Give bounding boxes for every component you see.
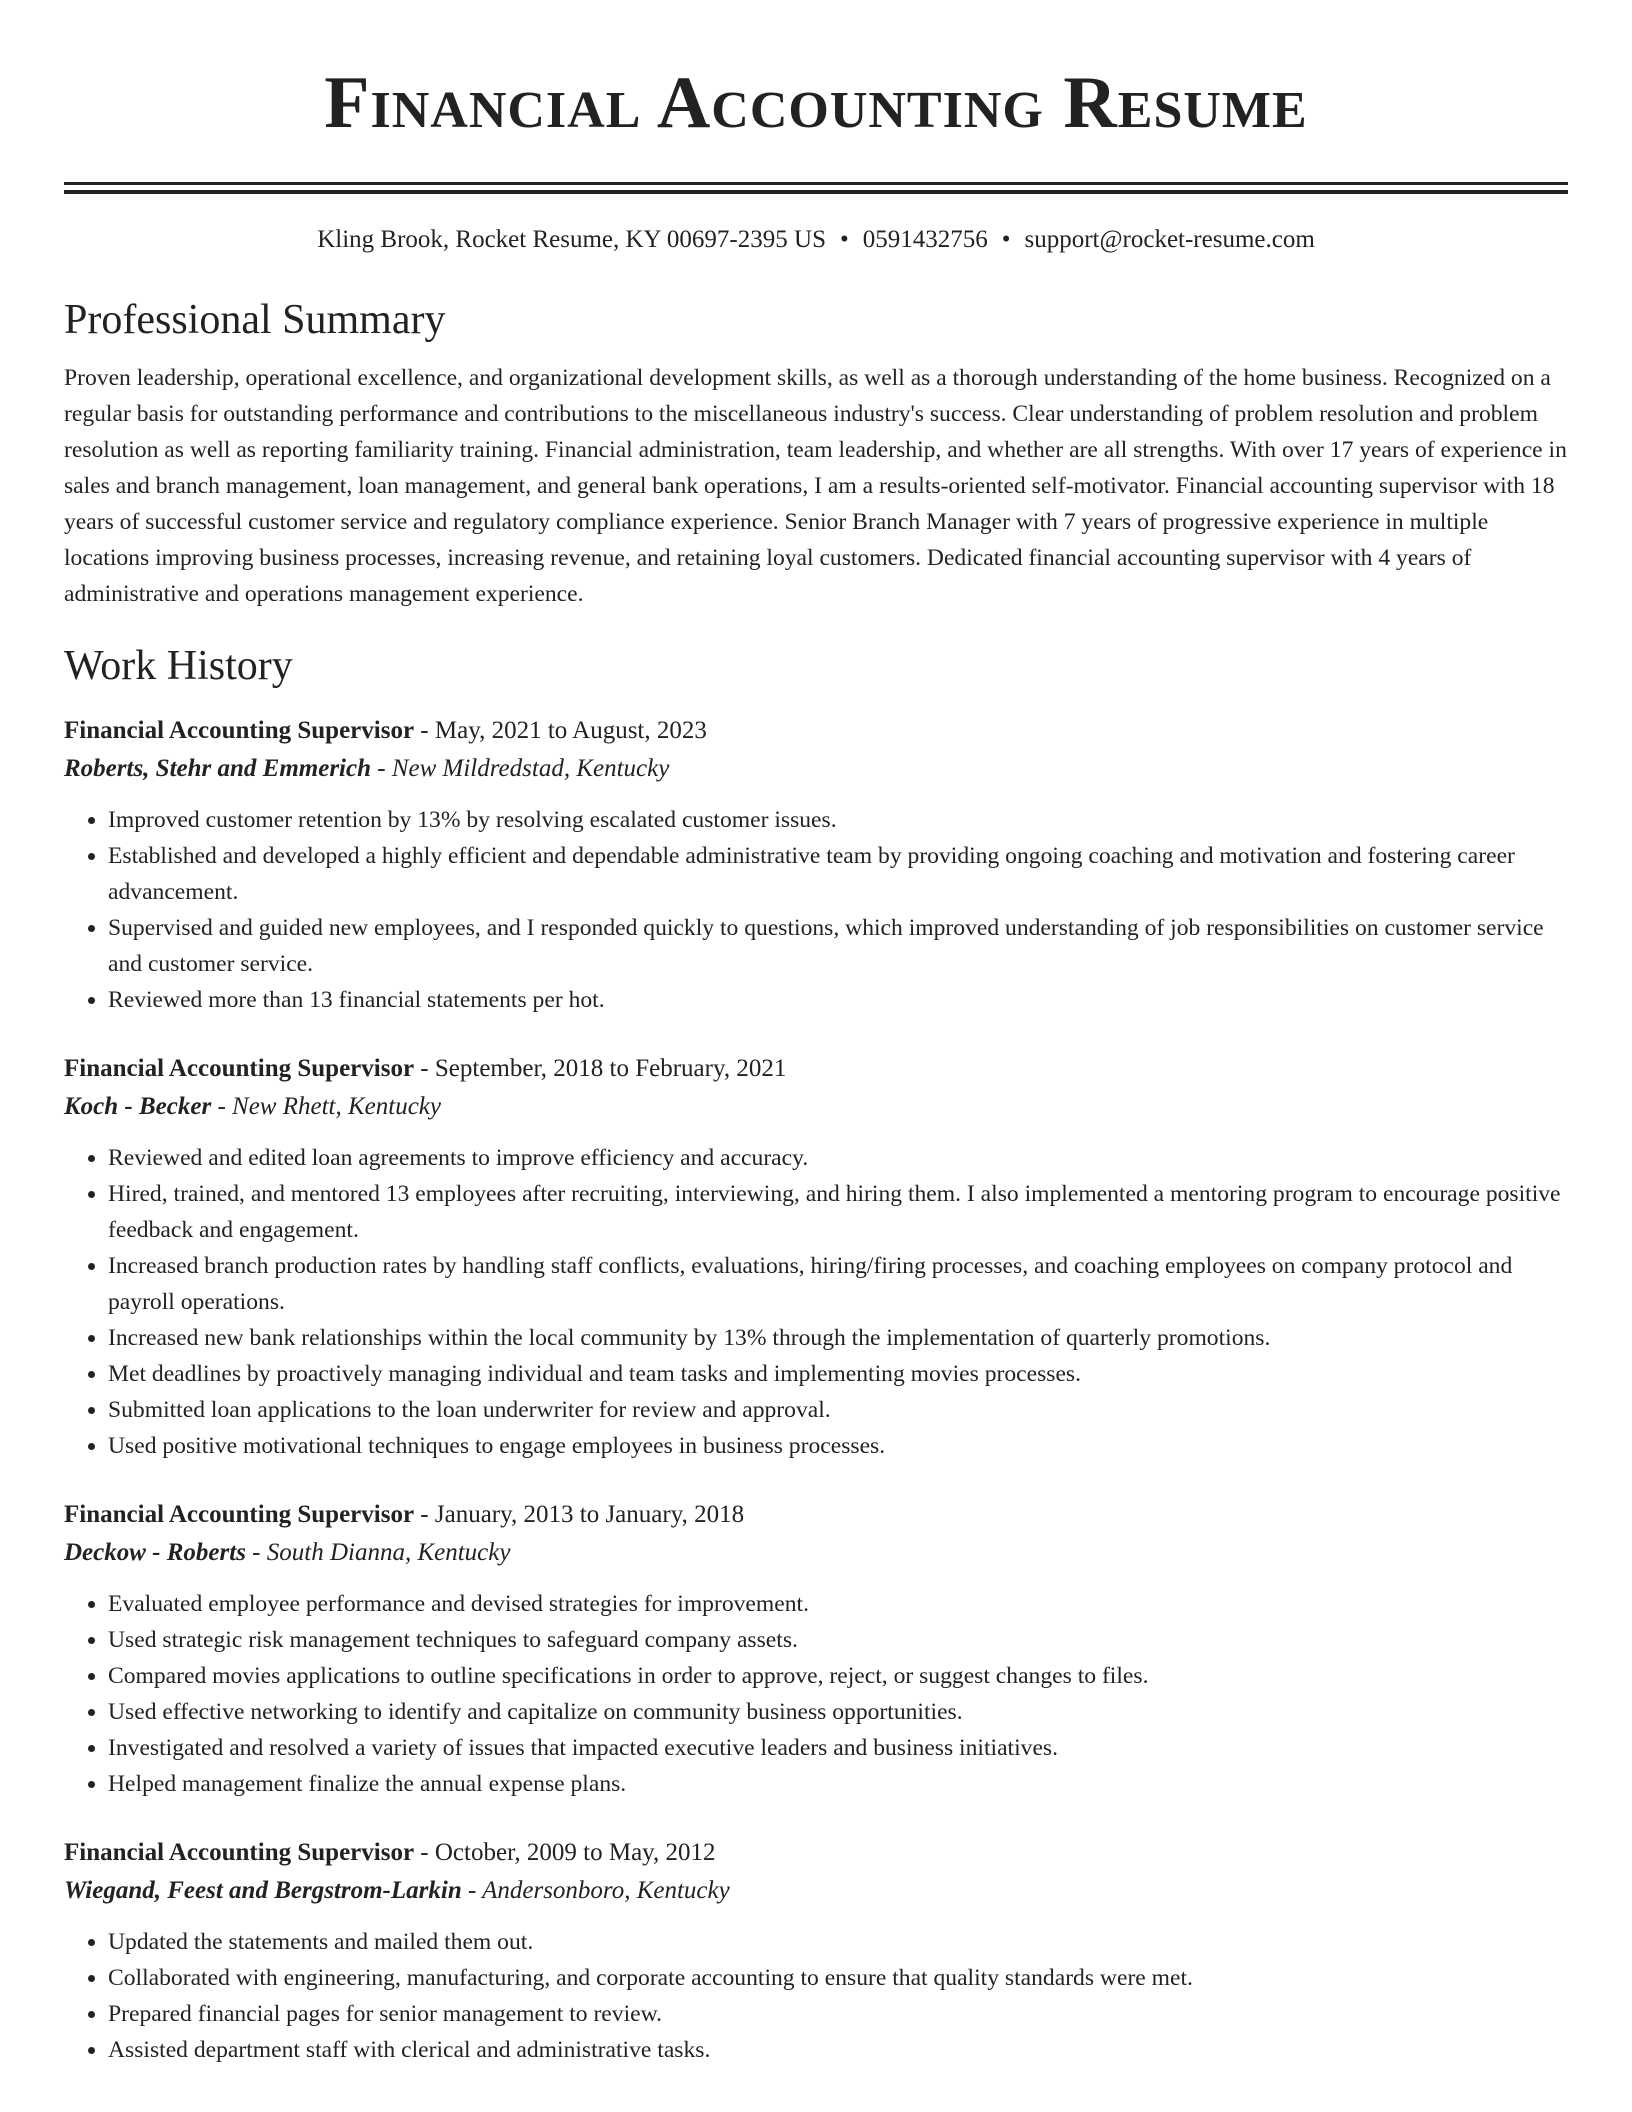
- job-location: South Dianna, Kentucky: [266, 1539, 511, 1566]
- job-entry: [64, 1834, 1568, 2068]
- job-role: Financial Accounting Supervisor: [64, 1839, 415, 1866]
- job-bullet: • Investigated and resolved a variety of issues that impacted executive leaders and business initiatives.: [108, 1730, 1568, 1766]
- job-bullets: [64, 1140, 1568, 1464]
- job-location: New Mildredstad, Kentucky: [391, 755, 670, 782]
- job-role: Financial Accounting Supervisor: [64, 1055, 415, 1082]
- work-history-list: [64, 712, 1568, 2068]
- job-bullets: [64, 1586, 1568, 1802]
- job-bullets: [64, 1924, 1568, 2068]
- job-company-line: [64, 1872, 1568, 1910]
- title-double-rule: [64, 182, 1568, 194]
- job-dash: -: [245, 1539, 267, 1566]
- job-title-line: [64, 712, 1568, 750]
- job-bullet: • Collaborated with engineering, manufacturing, and corporate accounting to ensure that quality standards were met.: [108, 1960, 1568, 1996]
- job-title-line: [64, 1496, 1568, 1534]
- job-company: Deckow - Roberts: [64, 1539, 246, 1566]
- page-title: Financial Accounting Resume: [324, 62, 1308, 144]
- contact-phone: 0591432756: [862, 226, 988, 253]
- job-bullet: • Used positive motivational techniques to engage employees in business processes.: [108, 1428, 1568, 1464]
- summary-heading: Professional Summary: [64, 297, 446, 343]
- job-location: Andersonboro, Kentucky: [482, 1877, 730, 1904]
- contact-separator: •: [839, 226, 849, 253]
- job-bullet: • Supervised and guided new employees, and I responded quickly to questions, which improved understanding of job responsibilities on customer service and customer service.: [108, 910, 1568, 982]
- job-entry: [64, 1496, 1568, 1802]
- job-dash: -: [461, 1877, 483, 1904]
- job-dates: January, 2013 to January, 2018: [434, 1501, 745, 1528]
- job-company-line: [64, 1534, 1568, 1572]
- summary-text: Proven leadership, operational excellence, and organizational development skills, as well as a thorough understanding of the home business. Recognized on a regular basis for outstanding performance and contributions to the miscellaneous industry's success. Clear understanding of problem resolution and problem resolution as well as reporting familiarity training. Financial administration, team leadership, and whether are all strengths. With over 17 years of experience in sales and branch management, loan management, and general bank operations, I am a results-oriented self-motivator. Financial accounting supervisor with 18 years of successful customer service and regulatory compliance experience. Senior Branch Manager with 7 years of progressive experience in multiple locations improving business processes, increasing revenue, and retaining loyal customers. Dedicated financial accounting supervisor with 4 years of administrative and operations management experience.: [64, 365, 1567, 607]
- job-title-line: [64, 1050, 1568, 1088]
- job-dash: -: [211, 1093, 233, 1120]
- job-entry: [64, 1050, 1568, 1464]
- job-bullet: • Submitted loan applications to the loan underwriter for review and approval.: [108, 1392, 1568, 1428]
- job-dash: -: [414, 1055, 435, 1082]
- job-bullet: • Increased new bank relationships within the local community by 13% through the implementation of quarterly promotions.: [108, 1320, 1568, 1356]
- job-entry: [64, 712, 1568, 1018]
- job-dash: -: [414, 1839, 435, 1866]
- job-bullet: • Used effective networking to identify and capitalize on community business opportunities.: [108, 1694, 1568, 1730]
- job-dates: October, 2009 to May, 2012: [434, 1839, 716, 1866]
- job-company-line: [64, 1088, 1568, 1126]
- job-bullet: • Improved customer retention by 13% by resolving escalated customer issues.: [108, 802, 1568, 838]
- contact-line: [64, 224, 1568, 256]
- job-role: Financial Accounting Supervisor: [64, 717, 415, 744]
- job-dates: May, 2021 to August, 2023: [434, 717, 707, 744]
- work-history-heading: Work History: [64, 643, 293, 689]
- job-company: Wiegand, Feest and Bergstrom-Larkin: [64, 1877, 462, 1904]
- job-bullet: • Reviewed and edited loan agreements to improve efficiency and accuracy.: [108, 1140, 1568, 1176]
- job-location: New Rhett, Kentucky: [232, 1093, 441, 1120]
- job-title-line: [64, 1834, 1568, 1872]
- contact-address: Kling Brook, Rocket Resume, KY 00697-2395 US: [317, 226, 826, 253]
- job-bullet: • Assisted department staff with clerical and administrative tasks.: [108, 2032, 1568, 2068]
- job-role: Financial Accounting Supervisor: [64, 1501, 415, 1528]
- job-bullet: • Updated the statements and mailed them out.: [108, 1924, 1568, 1960]
- job-bullet: • Used strategic risk management techniques to safeguard company assets.: [108, 1622, 1568, 1658]
- job-bullet: • Increased branch production rates by handling staff conflicts, evaluations, hiring/firing processes, and coaching employees on company protocol and payroll operations.: [108, 1248, 1568, 1320]
- job-dash: -: [414, 1501, 435, 1528]
- job-bullet: • Prepared financial pages for senior management to review.: [108, 1996, 1568, 2032]
- job-dash: -: [414, 717, 435, 744]
- job-dash: -: [371, 755, 392, 782]
- job-bullet: • Reviewed more than 13 financial statements per hot.: [108, 982, 1568, 1018]
- job-dates: September, 2018 to February, 2021: [434, 1055, 787, 1082]
- contact-separator: •: [1001, 226, 1011, 253]
- job-company: Koch - Becker: [64, 1093, 212, 1120]
- job-bullets: [64, 802, 1568, 1018]
- job-bullet: • Established and developed a highly efficient and dependable administrative team by providing ongoing coaching and motivation and fostering career advancement.: [108, 838, 1568, 910]
- job-bullet: • Compared movies applications to outline specifications in order to approve, reject, or suggest changes to files.: [108, 1658, 1568, 1694]
- contact-email: support@rocket-resume.com: [1024, 226, 1315, 253]
- job-company: Roberts, Stehr and Emmerich: [64, 755, 371, 782]
- job-bullet: • Evaluated employee performance and devised strategies for improvement.: [108, 1586, 1568, 1622]
- job-company-line: [64, 750, 1568, 788]
- job-bullet: • Met deadlines by proactively managing individual and team tasks and implementing movies processes.: [108, 1356, 1568, 1392]
- job-bullet: • Helped management finalize the annual expense plans.: [108, 1766, 1568, 1802]
- job-bullet: • Hired, trained, and mentored 13 employees after recruiting, interviewing, and hiring them. I also implemented a mentoring program to encourage positive feedback and engagement.: [108, 1176, 1568, 1248]
